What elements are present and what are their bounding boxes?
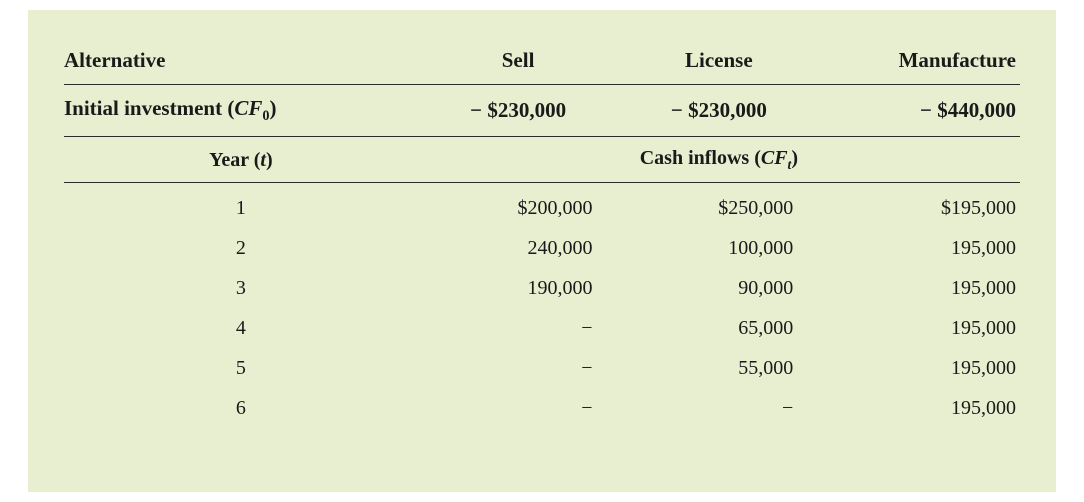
subheader-year-symbol: t xyxy=(260,148,266,171)
subheader-row xyxy=(64,137,1020,183)
subheader-cash-inflows-label xyxy=(418,137,1020,183)
initial-investment-label-prefix: Initial investment ( xyxy=(64,96,235,120)
row-manufacture: 195,000 xyxy=(951,277,1016,300)
table-row xyxy=(64,183,1020,229)
cash-flow-table-panel xyxy=(28,10,1056,492)
initial-investment-sell: − $230,000 xyxy=(418,85,619,137)
row-manufacture: 195,000 xyxy=(951,357,1016,380)
initial-investment-label-symbol: CF xyxy=(234,96,263,120)
initial-investment-manufacture: − $440,000 xyxy=(819,85,1020,137)
row-sell: − xyxy=(581,357,593,380)
initial-investment-label xyxy=(64,85,418,137)
row-sell: 190,000 xyxy=(527,277,593,300)
row-sell: − xyxy=(581,317,593,340)
subheader-inflow-symbol: CF xyxy=(760,147,788,170)
row-year: 2 xyxy=(235,237,246,260)
table-row xyxy=(64,268,1020,308)
table-row xyxy=(64,348,1020,388)
row-license: 100,000 xyxy=(728,237,794,260)
initial-investment-label-suffix: ) xyxy=(269,96,277,120)
row-license: $250,000 xyxy=(718,197,794,220)
initial-investment-license: − $230,000 xyxy=(618,85,819,137)
row-sell: $200,000 xyxy=(517,197,593,220)
row-year: 6 xyxy=(235,397,246,420)
table-header-row xyxy=(64,48,1020,85)
row-year: 3 xyxy=(235,277,246,300)
row-license: 90,000 xyxy=(738,277,794,300)
subheader-year-suffix: ) xyxy=(265,148,273,171)
initial-investment-row xyxy=(64,85,1020,137)
column-header-sell: Sell xyxy=(418,48,619,85)
table-row xyxy=(64,228,1020,268)
row-manufacture: 195,000 xyxy=(951,237,1016,260)
row-year: 1 xyxy=(235,197,246,220)
subheader-year-label xyxy=(64,137,418,183)
row-manufacture: 195,000 xyxy=(951,397,1016,420)
row-license: 65,000 xyxy=(738,317,794,340)
column-header-manufacture: Manufacture xyxy=(819,48,1020,85)
row-license: − xyxy=(781,397,794,420)
row-license: 55,000 xyxy=(738,357,794,380)
row-sell: 240,000 xyxy=(527,237,593,260)
row-sell: − xyxy=(581,397,593,420)
subheader-inflow-sub: t xyxy=(787,157,792,173)
table-row xyxy=(64,388,1020,428)
subheader-inflow-suffix: ) xyxy=(791,147,798,170)
row-manufacture: 195,000 xyxy=(951,317,1016,340)
column-header-alternative: Alternative xyxy=(64,48,418,85)
table-row xyxy=(64,308,1020,348)
subheader-year-prefix: Year ( xyxy=(209,148,261,171)
row-manufacture: $195,000 xyxy=(941,197,1016,220)
subheader-inflow-prefix: Cash inflows ( xyxy=(639,147,761,170)
column-header-license: License xyxy=(618,48,819,85)
row-year: 4 xyxy=(235,317,246,340)
cash-flow-table xyxy=(64,48,1020,428)
row-year: 5 xyxy=(235,357,246,380)
initial-investment-label-sub: 0 xyxy=(262,108,270,125)
